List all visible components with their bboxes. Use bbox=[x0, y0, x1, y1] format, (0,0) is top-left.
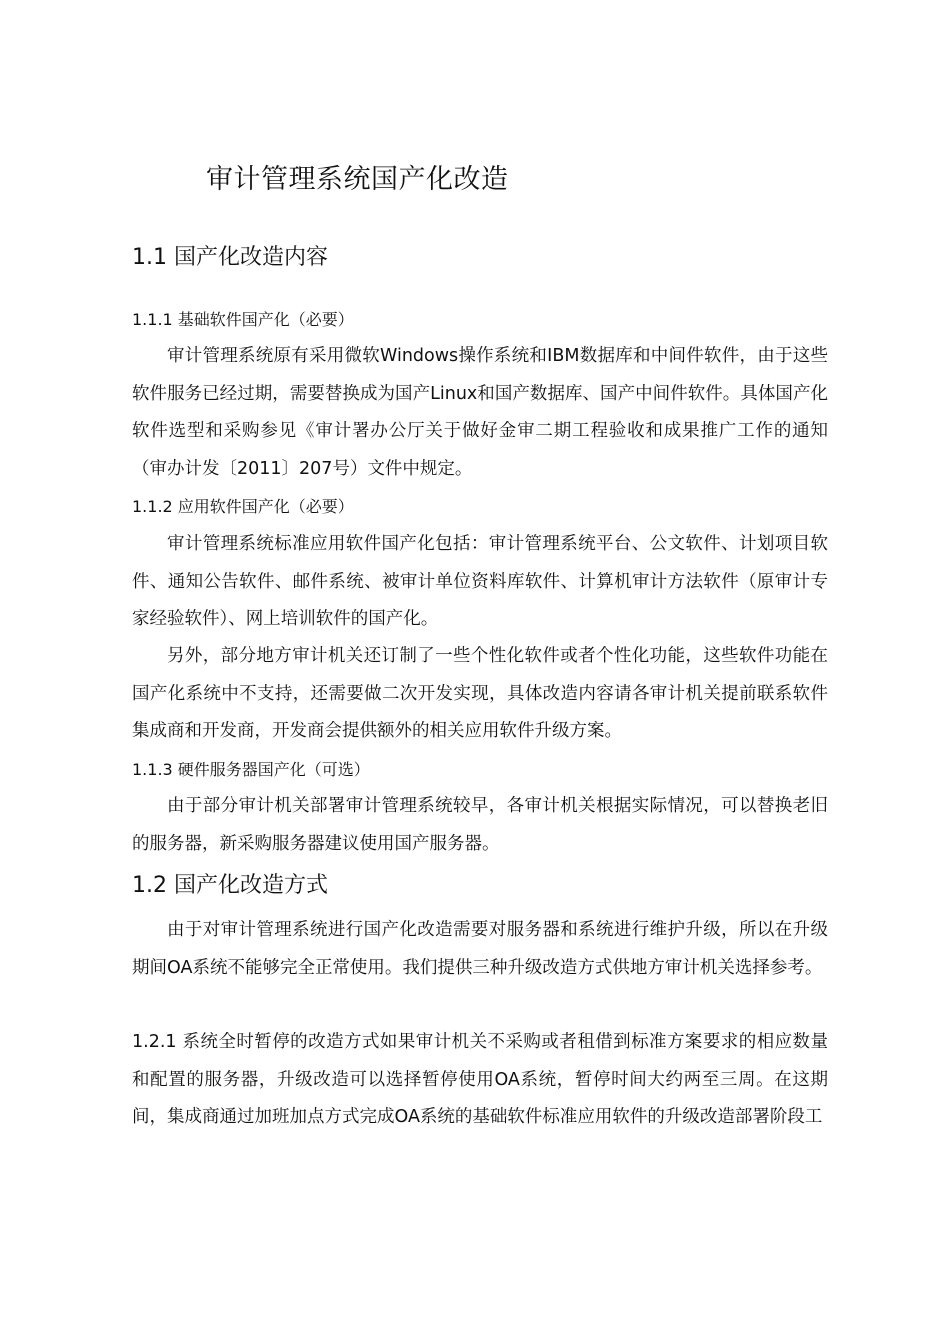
paragraph-full-suspension: 1.2.1 系统全时暂停的改造方式如果审计机关不采购或者租借到标准方案要求的相应数量和配置的服务器，升级改造可以选择暂停使用OA系统，暂停时间大约两至三周。在这期间，集成商通过加班加点方式完成OA系统的基础软件标准应用软件的升级改造部署阶段工 bbox=[132, 1032, 828, 1127]
paragraph-custom-software: 另外，部分地方审计机关还订制了一些个性化软件或者个性化功能，这些软件功能在国产化系统中不支持，还需要做二次开发实现，具体改造内容请各审计机关提前联系软件集成商和开发商，开发商会提供额外的相关应用软件升级方案。 bbox=[132, 646, 828, 741]
paragraph-application-software: 审计管理系统标准应用软件国产化包括：审计管理系统平台、公文软件、计划项目软件、通知公告软件、邮件系统、被审计单位资料库软件、计算机审计方法软件（原审计专家经验软件）、网上培训软件的国产化。 bbox=[132, 534, 828, 629]
subsection-heading-1-1-3: 1.1.3 硬件服务器国产化（可选） bbox=[132, 760, 370, 779]
subsection-heading-1-1-1: 1.1.1 基础软件国产化（必要） bbox=[132, 310, 354, 329]
section-heading-1-1: 1.1 国产化改造内容 bbox=[132, 245, 328, 270]
paragraph-hardware-server: 由于部分审计机关部署审计管理系统较早，各审计机关根据实际情况，可以替换老旧的服务器，新采购服务器建议使用国产服务器。 bbox=[132, 796, 828, 854]
subsection-heading-1-1-2: 1.1.2 应用软件国产化（必要） bbox=[132, 497, 354, 516]
paragraph-basic-software: 审计管理系统原有采用微软Windows操作系统和IBM数据库和中间件软件，由于这些软件服务已经过期，需要替换成为国产Linux和国产数据库、国产中间件软件。具体国产化软件选型和采购参见《审计署办公厅关于做好金审二期工程验收和成果推广工作的通知（审办计发〔2011〕207号）文件中规定。 bbox=[132, 346, 828, 479]
section-heading-1-2: 1.2 国产化改造方式 bbox=[132, 873, 328, 898]
document-title: 审计管理系统国产化改造 bbox=[206, 164, 509, 195]
paragraph-transformation-method: 由于对审计管理系统进行国产化改造需要对服务器和系统进行维护升级，所以在升级期间OA系统不能够完全正常使用。我们提供三种升级改造方式供地方审计机关选择参考。 bbox=[132, 920, 828, 978]
